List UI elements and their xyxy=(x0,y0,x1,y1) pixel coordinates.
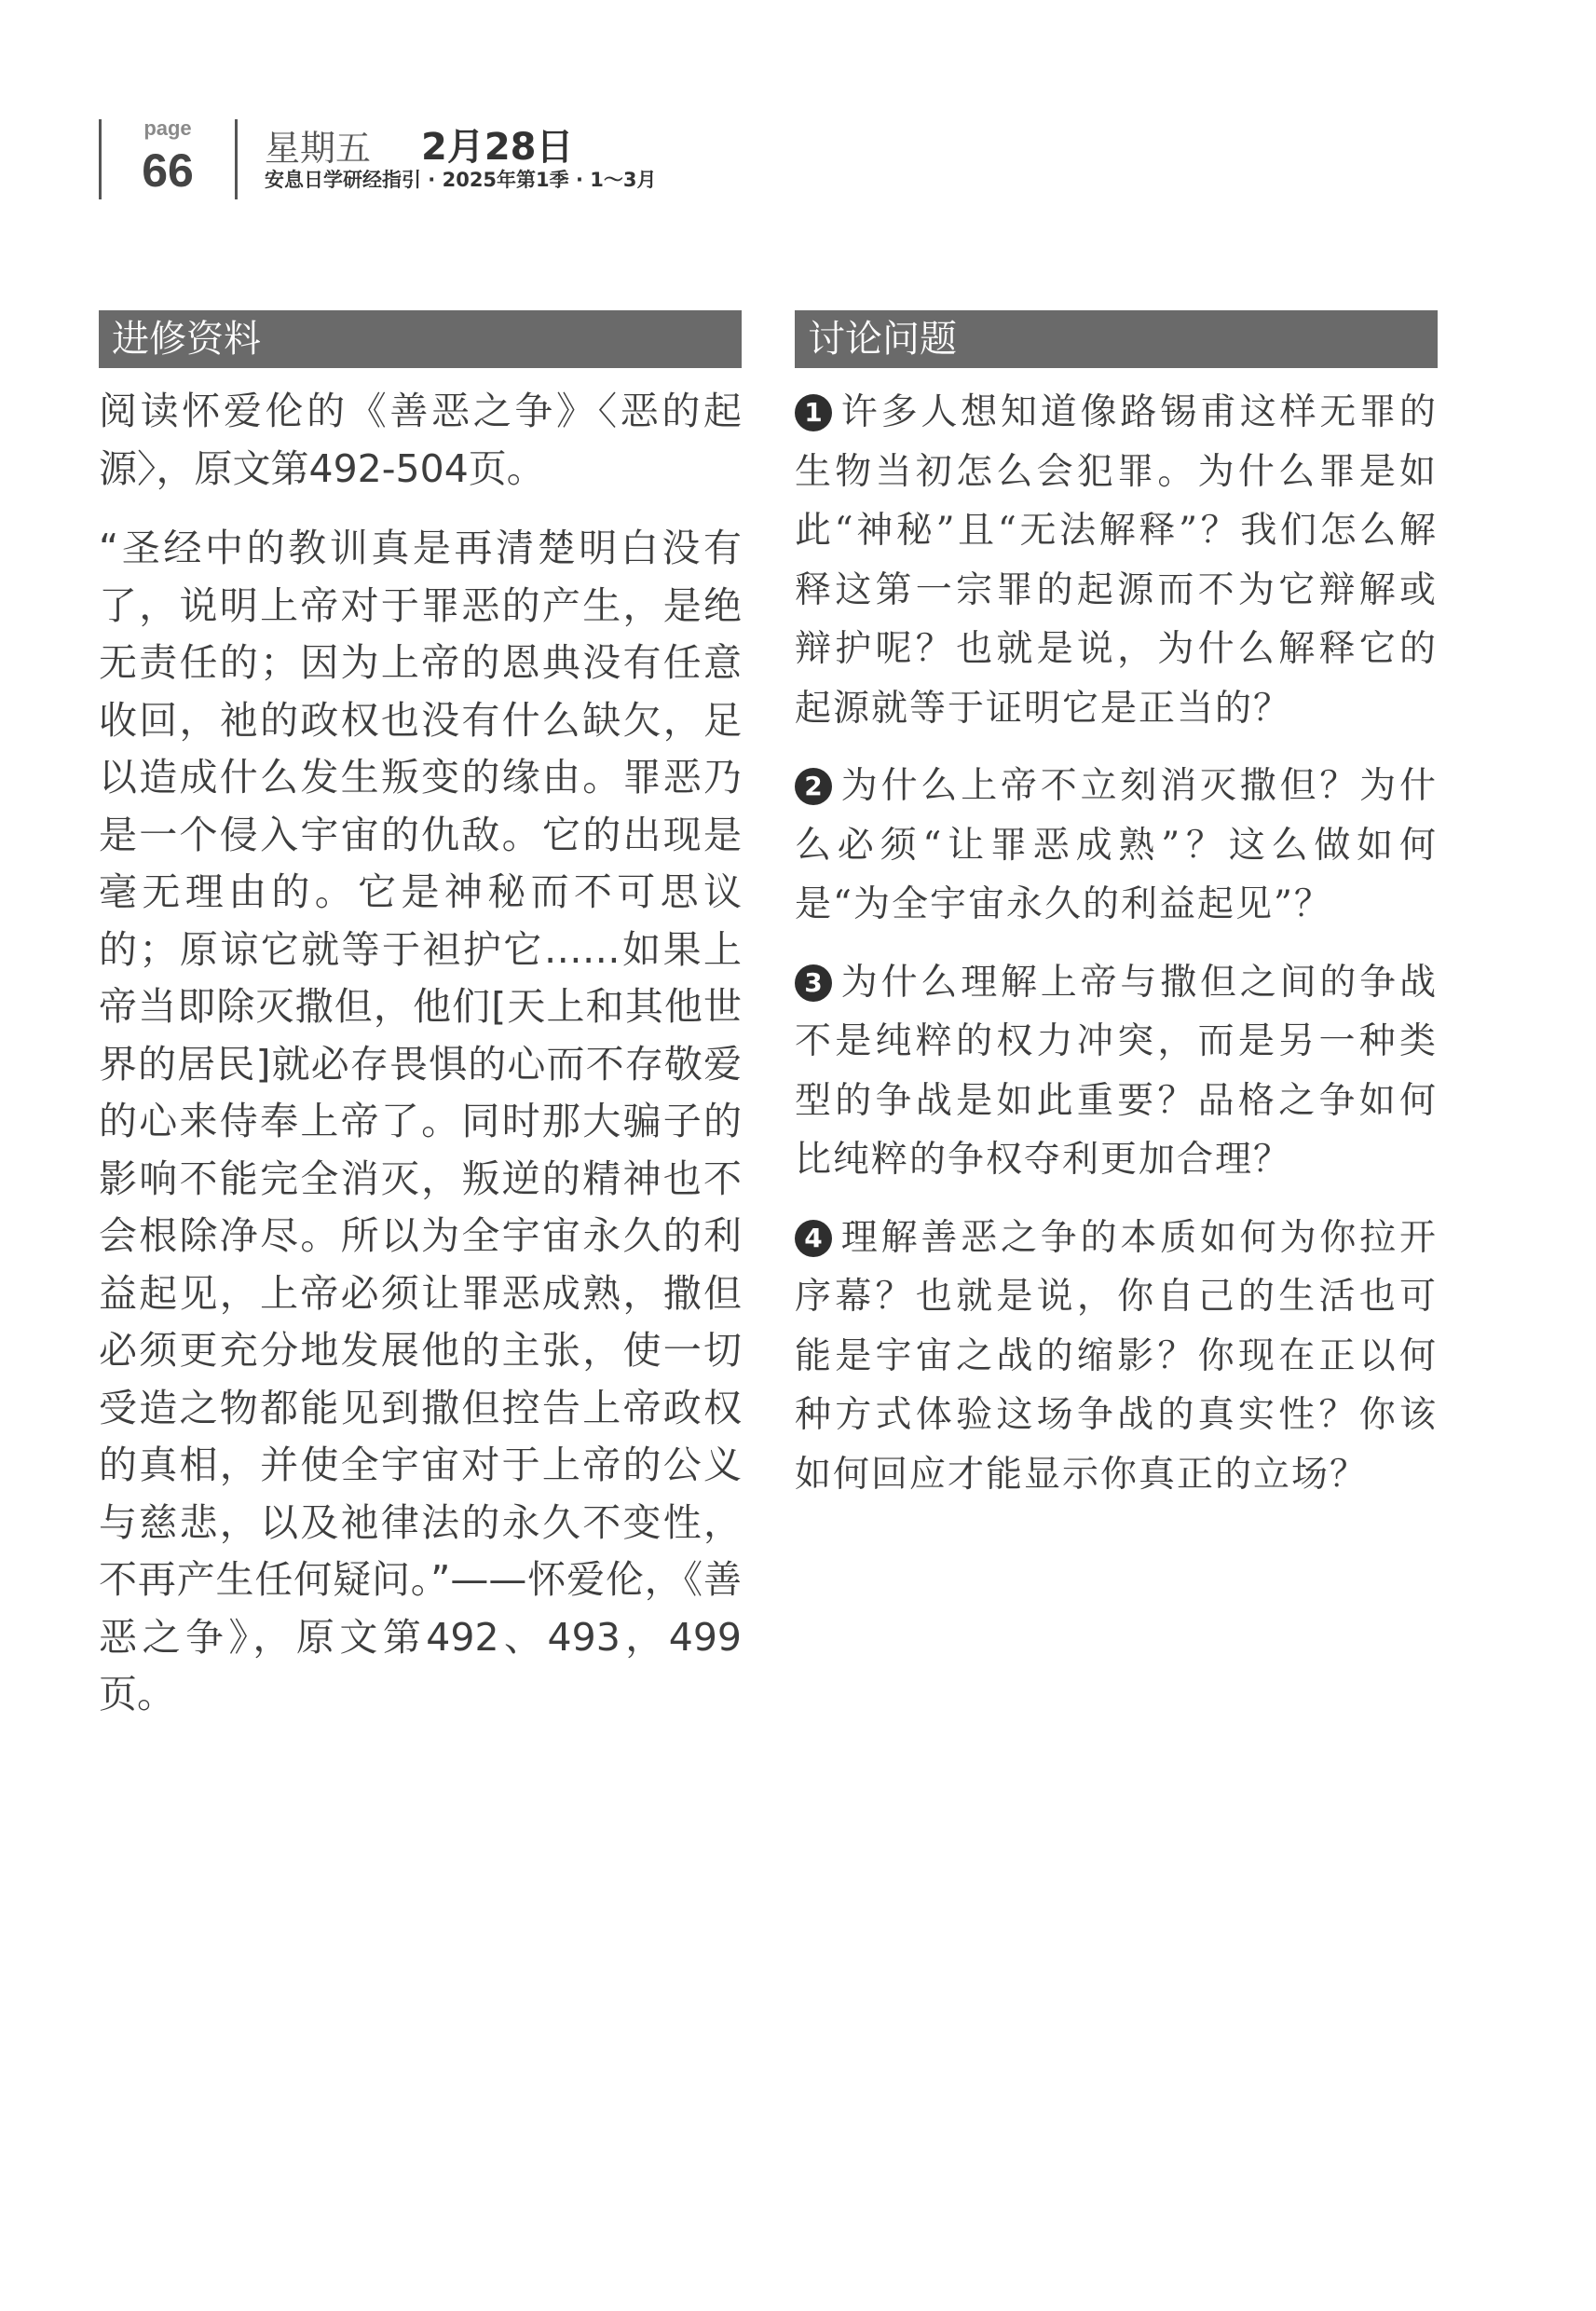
weekday: 星期五 xyxy=(265,128,372,169)
question-text: 理解善恶之争的本质如何为你拉开序幕？也就是说，你自己的生活也可能是宇宙之战的缩影？你现在正以何种方式体验这场争战的真实性？你该如何回应才能显示你真正的立场？ xyxy=(795,1216,1438,1496)
page-header xyxy=(0,0,1596,214)
question-text: 许多人想知道像路锡甫这样无罪的生物当初怎么会犯罪。为什么罪是如此“神秘”且“无法解释”？我们怎么解释这第一宗罪的起源而不为它辩解或辩护呢？也就是说，为什么解释它的起源就等于证明它是正当的？ xyxy=(795,391,1438,730)
further-study-column xyxy=(99,310,742,1746)
quotation: “圣经中的教训真是再清楚明白没有了，说明上帝对于罪恶的产生，是绝无责任的；因为上帝的恩典没有任意收回，祂的政权也没有什么缺欠，足以造成什么发生叛变的缘由。罪恶乃是一个侵入宇宙的仇敌。它的出现是毫无理由的。它是神秘而不可思议的；原谅它就等于袒护它……如果上帝当即除灭撒但，他们[天上和其他世界的居民]就必存畏惧的心而不存敬爱的心来侍奉上帝了。同时那大骗子的影响不能完全消灭，叛逆的精神也不会根除净尽。所以为全宇宙永久的利益起见，上帝必须让罪恶成熟，撒但必须更充分地发展他的主张，使一切受造之物都能见到撒但控告上帝政权的真相，并使全宇宙对于上帝的公义与慈悲，以及祂律法的永久不变性，不再产生任何疑问。”——怀爱伦，《善恶之争》，原文第492、493，499页。 xyxy=(99,526,742,1716)
question-number-badge: 2 xyxy=(795,768,832,805)
page-number: 66 xyxy=(142,144,194,197)
question-4 xyxy=(795,1209,1438,1505)
question-1 xyxy=(795,383,1438,738)
question-number-badge: 3 xyxy=(795,964,832,1002)
discussion-column xyxy=(795,310,1438,1523)
question-text: 为什么理解上帝与撒但之间的争战不是纯粹的权力冲突，而是另一种类型的争战是如此重要？品格之争如何比纯粹的争权夺利更加合理？ xyxy=(795,961,1438,1181)
question-number-badge: 1 xyxy=(795,394,832,431)
question-text: 为什么上帝不立刻消灭撒但？为什么必须“让罪恶成熟”？这么做如何是“为全宇宙永久的利益起见”？ xyxy=(795,765,1438,925)
publication-subtitle: 安息日学研经指引 · 2025年第1季 · 1～3月 xyxy=(265,169,657,191)
page-label: page xyxy=(143,116,192,140)
discussion-questions xyxy=(795,383,1438,1504)
date: 2月28日 xyxy=(421,126,574,169)
question-2 xyxy=(795,757,1438,935)
further-study-body xyxy=(99,383,742,1724)
header-divider-right xyxy=(235,119,238,199)
question-3 xyxy=(795,953,1438,1190)
further-study-heading: 进修资料 xyxy=(99,310,742,368)
reading-assignment: 阅读怀爱伦的《善恶之争》〈恶的起源〉，原文第492-504页。 xyxy=(99,389,742,491)
discussion-heading: 讨论问题 xyxy=(795,310,1438,368)
question-number-badge: 4 xyxy=(795,1220,832,1257)
